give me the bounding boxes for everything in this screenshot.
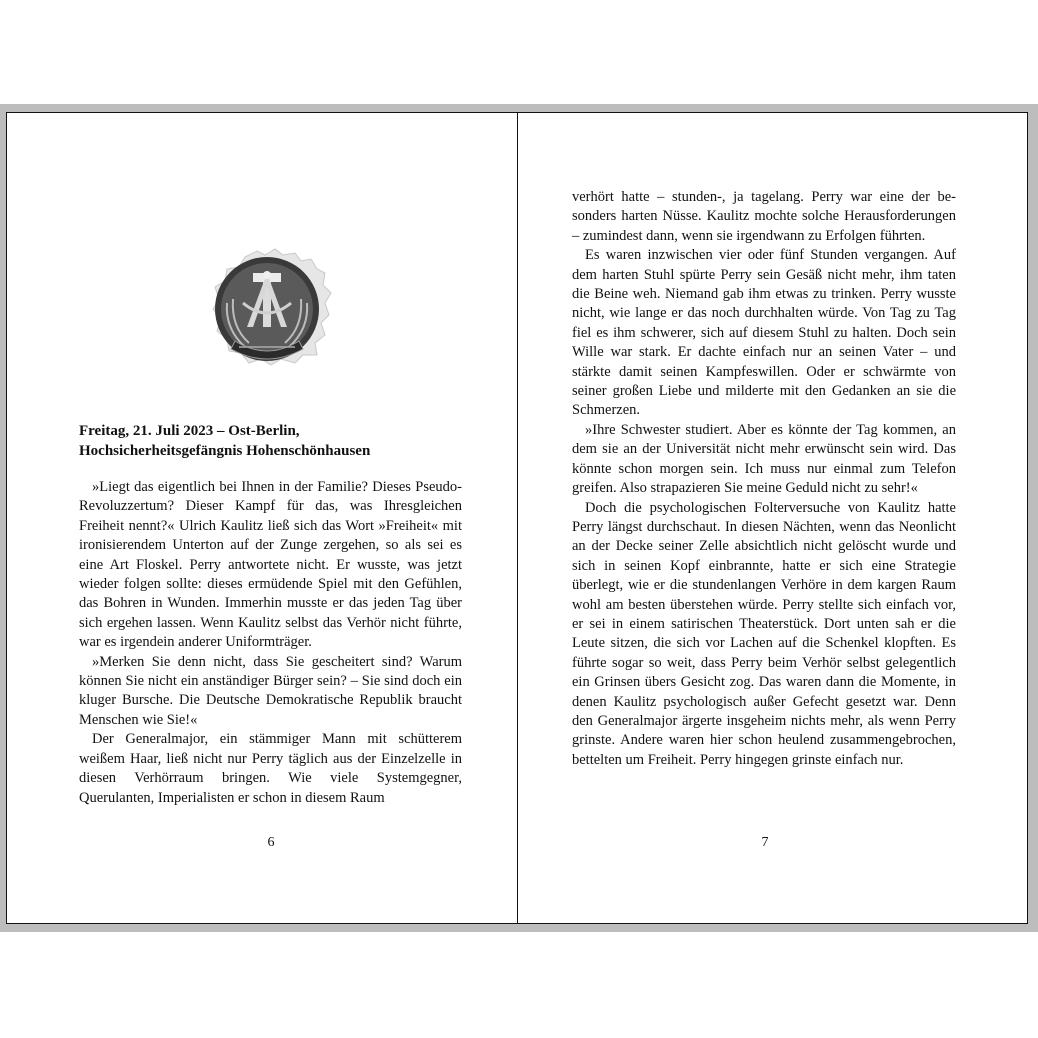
page-number: 7: [761, 835, 769, 850]
paragraph: »Merken Sie denn nicht, dass Sie gescheitert sind? Warum können Sie nicht ein anständiger Bürger sein? – Sie sind doch ein kluger Bursche. Die Deutsche Demokratische Republik braucht Menschen wie Sie!«: [79, 653, 462, 728]
left-page-body: [79, 478, 462, 808]
page-number: 6: [267, 835, 275, 850]
chapter-heading: [79, 421, 399, 461]
paragraph: »Ihre Schwester studiert. Aber es könnte der Tag kommen, an dem sie an der Universität nicht mehr erwünscht sein wird. Das könnte schon morgen sein. Ich muss nur einmal zum Telefon greifen. Also strapazieren Sie meine Geduld nicht zu sehr!«: [572, 421, 956, 497]
paragraph: »Liegt das eigentlich bei Ihnen in der Familie? Dieses Pseudo-Revoluzzertum? Dieser Kampf für das, was Ihresgleichen Freiheit nennt?« Ulrich Kaulitz ließ sich das Wort »Freiheit« mit ironisierendem Unterton auf der Zunge zergehen, so als sei es eine Art Floskel. Perry antwortete nicht. Er wusste, was jetzt wieder folgen sollte: dieses ermüdende Spiel mit den Gefühlen, das Bohren in Wunden. Immerhin musste er das jeden Tag über sich ergehen lassen. Wenn Kaulitz selbst das Verhör nicht führte, war es irgendein anderer Uniformträger.: [79, 479, 462, 651]
paragraph: Es waren inzwischen vier oder fünf Stunden vergangen. Auf dem harten Stuhl spürte Perry sein Gesäß nicht mehr, ihm taten die Beine weh. Niemand gab ihm etwas zu trinken. Perry wusste nicht, wie lange er das noch durchhalten würde. Von Tag zu Tag fiel es ihm schwerer, sich auf diesem Stuhl zu halten. Doch sein Wille war stark. Er dachte einfach nur an seinen Vater – und stärkte damit seinen Kampfeswillen. Oder er schwärmte von seiner großen Liebe und milderte mit den Gedanken an sie die Schmerzen.: [572, 247, 956, 419]
heading-line-1: Freitag, 21. Juli 2023 – Ost-Berlin,: [79, 423, 300, 439]
paragraph: Der Generalmajor, ein stämmiger Mann mit schütterem weißem Haar, ließ nicht nur Perry täglich aus der Einzelzelle in diesen Verhörraum bringen. Wie viele Systemgegner, Querulanten, Imperialisten er schon in diesem Raum: [79, 731, 462, 806]
coat-of-arms-emblem: [205, 243, 335, 373]
right-page: [517, 112, 1028, 924]
paragraph: verhört hatte – stunden-, ja tagelang. Perry war eine der besonders harten Nüsse. Kaulitz mochte solche Herausforderungen – zumindest dann, wenn sie irgendwann zu Erfolgen führten.: [572, 189, 956, 244]
right-page-body: [572, 188, 956, 770]
left-page: [6, 112, 518, 924]
heading-line-2: Hochsicherheitsgefängnis Hohenschönhausen: [79, 443, 371, 459]
paragraph: Doch die psychologischen Folterversuche von Kaulitz hatte Perry längst durchschaut. In diesen Nächten, wenn das Neonlicht an der Decke seiner Zelle absichtlich nicht gelöscht wurde und sich in seinen Kopf einbrannte, hatte er sich eine Strategie überlegt, wie er die stundenlangen Verhöre in dem kargen Raum wohl am besten überstehen würde. Perry stellte sich einfach vor, er sei in einem satirischen Theaterstück. Dort unten sah er die Leute sitzen, die sich vor Lachen auf die Schenkel klopften. Es führte sogar so weit, dass Perry beim Verhör selbst gelegentlich ein Grinsen übers Gesicht zog. Das waren dann die Momente, in denen Kaulitz psychologisch außer Gefecht gesetzt war. Denn den Generalmajor ärgerte insgeheim nichts mehr, als wenn Perry grinste. Andere waren hier schon heulend zusammengebrochen, bettelten um Freiheit. Perry hingegen grinste einfach nur.: [572, 499, 956, 768]
